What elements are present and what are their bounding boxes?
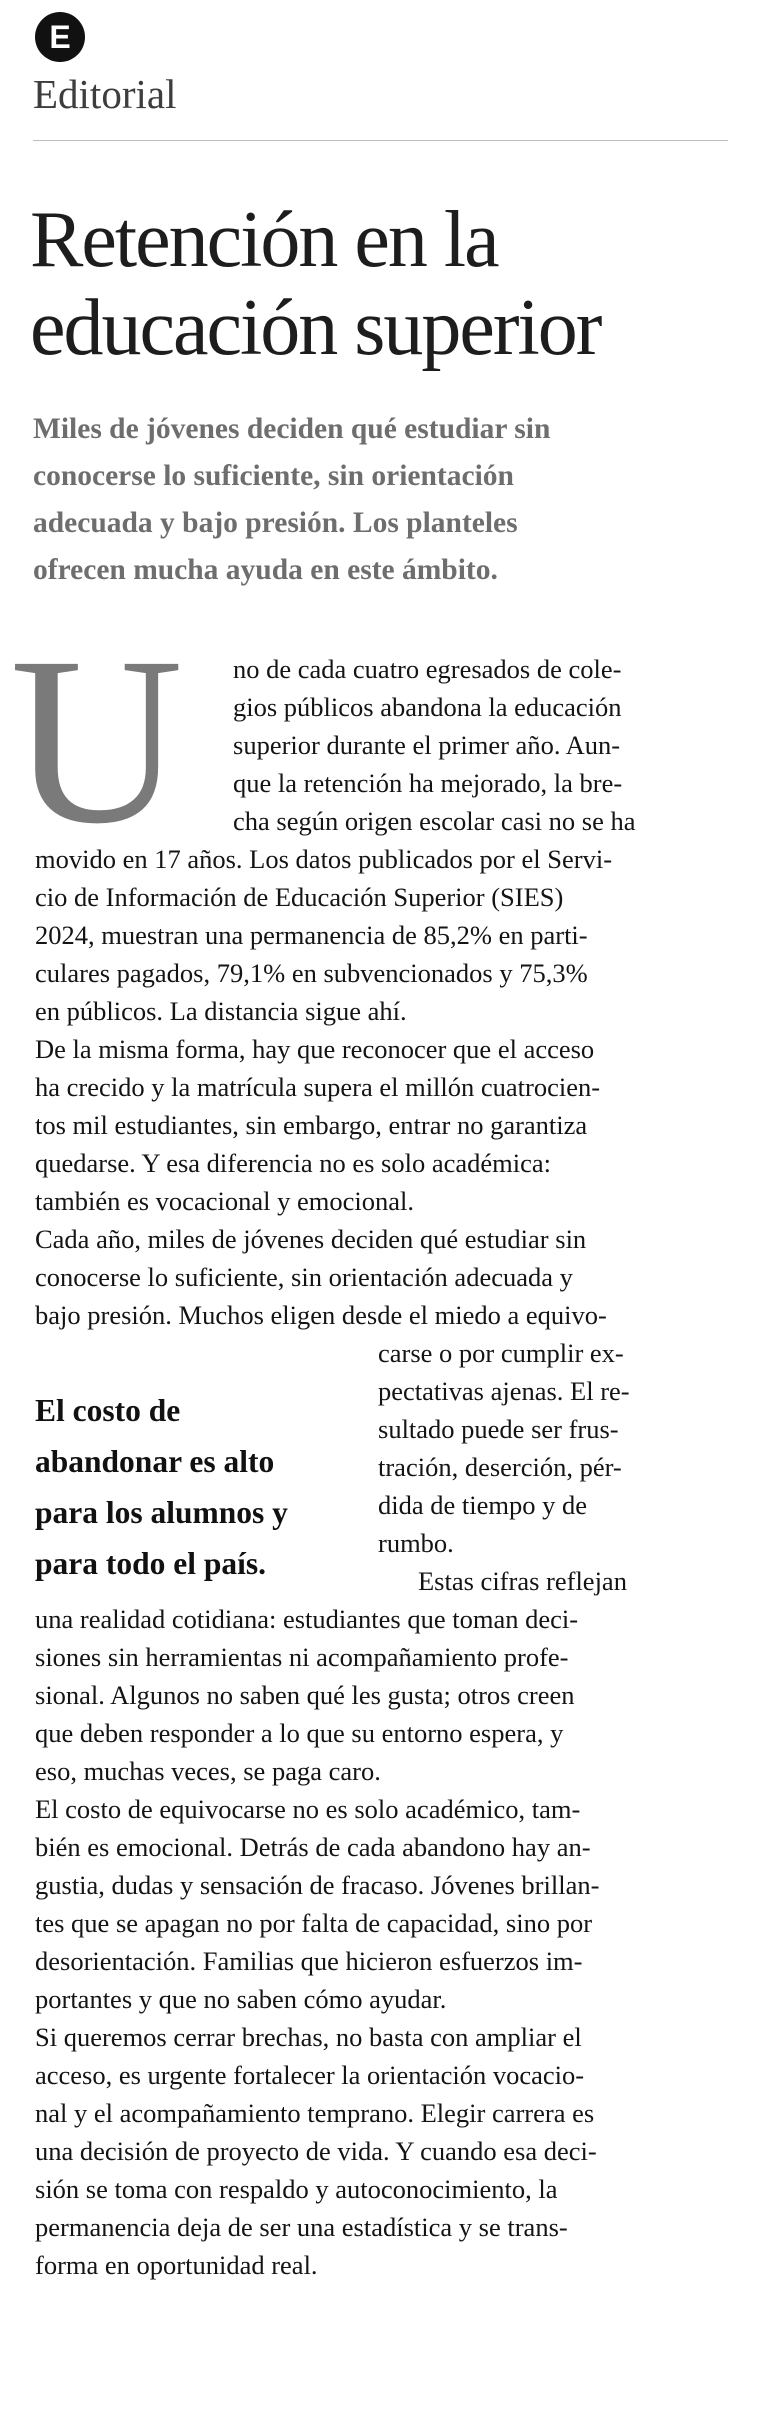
pull-quote-line: para los alumnos y — [35, 1495, 288, 1530]
body-line: culares pagados, 79,1% en subvencionados y 75,3% — [35, 958, 588, 988]
body-text-paragraph-start — [418, 1562, 627, 1600]
body-line: sión se toma con respaldo y autoconocimiento, la — [35, 2174, 558, 2204]
section-label: Editorial — [33, 71, 177, 117]
body-line: De la misma forma, hay que reconocer que el acceso — [35, 1034, 595, 1064]
body-line: tración, deserción, pér- — [378, 1452, 622, 1482]
pull-quote-line: El costo de — [35, 1393, 181, 1428]
body-line: que deben responder a lo que su entorno espera, y — [35, 1718, 564, 1748]
lede-line: ofrecen mucha ayuda en este ámbito. — [33, 554, 498, 586]
lede-line: adecuada y bajo presión. Los planteles — [33, 507, 518, 539]
body-line: carse o por cumplir ex- — [378, 1338, 624, 1368]
section-divider — [33, 140, 728, 141]
body-text-closing — [35, 1600, 599, 2284]
body-line: ha crecido y la matrícula supera el millón cuatrocien- — [35, 1072, 601, 1102]
body-line: pectativas ajenas. El re- — [378, 1376, 630, 1406]
body-line: sultado puede ser frus- — [378, 1414, 619, 1444]
body-line: bién es emocional. Detrás de cada abandono hay an- — [35, 1832, 591, 1862]
body-line: Si queremos cerrar brechas, no basta con ampliar el — [35, 2022, 582, 2052]
body-line: quedarse. Y esa diferencia no es solo académica: — [35, 1148, 552, 1178]
body-line: que la retención ha mejorado, la bre- — [233, 768, 623, 798]
body-line: tos mil estudiantes, sin embargo, entrar no garantiza — [35, 1110, 588, 1140]
body-line: permanencia deja de ser una estadística y se trans- — [35, 2212, 568, 2242]
body-line: cha según origen escolar casi no se ha — [233, 806, 636, 836]
body-line: gios públicos abandona la educación — [233, 692, 622, 722]
body-line: eso, muchas veces, se paga caro. — [35, 1756, 381, 1786]
lede — [33, 406, 743, 594]
body-line: cio de Información de Educación Superior (SIES) — [35, 882, 564, 912]
body-line: desorientación. Familias que hicieron esfuerzos im- — [35, 1946, 583, 1976]
publication-logo: E — [35, 12, 85, 62]
body-line: forma en oportunidad real. — [35, 2250, 318, 2280]
pull-quote-line: para todo el país. — [35, 1546, 267, 1581]
body-line: también es vocacional y emocional. — [35, 1186, 414, 1216]
body-line: sional. Algunos no saben qué les gusta; otros creen — [35, 1680, 575, 1710]
body-line: en públicos. La distancia sigue ahí. — [35, 996, 407, 1026]
body-line: superior durante el primer año. Aun- — [233, 730, 621, 760]
body-text-indented — [233, 650, 636, 840]
body-line: dida de tiempo y de — [378, 1490, 587, 1520]
body-line: tes que se apagan no por falta de capacidad, sino por — [35, 1908, 593, 1938]
body-line: rumbo. — [378, 1528, 454, 1558]
body-line: El costo de equivocarse no es solo académico, tam- — [35, 1794, 581, 1824]
lede-line: Miles de jóvenes deciden qué estudiar sin — [33, 413, 551, 445]
body-line: Estas cifras reflejan — [418, 1566, 627, 1596]
body-line: Cada año, miles de jóvenes deciden qué estudiar sin — [35, 1224, 587, 1254]
body-line: acceso, es urgente fortalecer la orientación vocacio- — [35, 2060, 585, 2090]
body-line: una decisión de proyecto de vida. Y cuando esa deci- — [35, 2136, 597, 2166]
body-line: no de cada cuatro egresados de cole- — [233, 654, 622, 684]
lede-line: conocerse lo suficiente, sin orientación — [33, 460, 514, 492]
body-line: siones sin herramientas ni acompañamiento profe- — [35, 1642, 569, 1672]
body-line: 2024, muestran una permanencia de 85,2% en parti- — [35, 920, 588, 950]
pull-quote-line: abandonar es alto — [35, 1444, 275, 1479]
body-line: conocerse lo suficiente, sin orientación adecuada y — [35, 1262, 573, 1292]
body-text-main — [35, 840, 612, 1334]
headline — [30, 196, 750, 372]
headline-line: educación superior — [30, 284, 601, 372]
body-line: bajo presión. Muchos eligen desde el miedo a equivo- — [35, 1300, 607, 1330]
body-line: una realidad cotidiana: estudiantes que toman deci- — [35, 1604, 579, 1634]
body-line: portantes y que no saben cómo ayudar. — [35, 1984, 447, 2014]
headline-line: Retención en la — [30, 196, 498, 284]
drop-cap: U — [10, 607, 184, 873]
body-line: gustia, dudas y sensación de fracaso. Jóvenes brillan- — [35, 1870, 600, 1900]
body-text-beside-quote — [378, 1334, 630, 1562]
body-line: nal y el acompañamiento temprano. Elegir carrera es — [35, 2098, 595, 2128]
pull-quote — [35, 1385, 375, 1589]
body-line: movido en 17 años. Los datos publicados por el Servi- — [35, 844, 613, 874]
